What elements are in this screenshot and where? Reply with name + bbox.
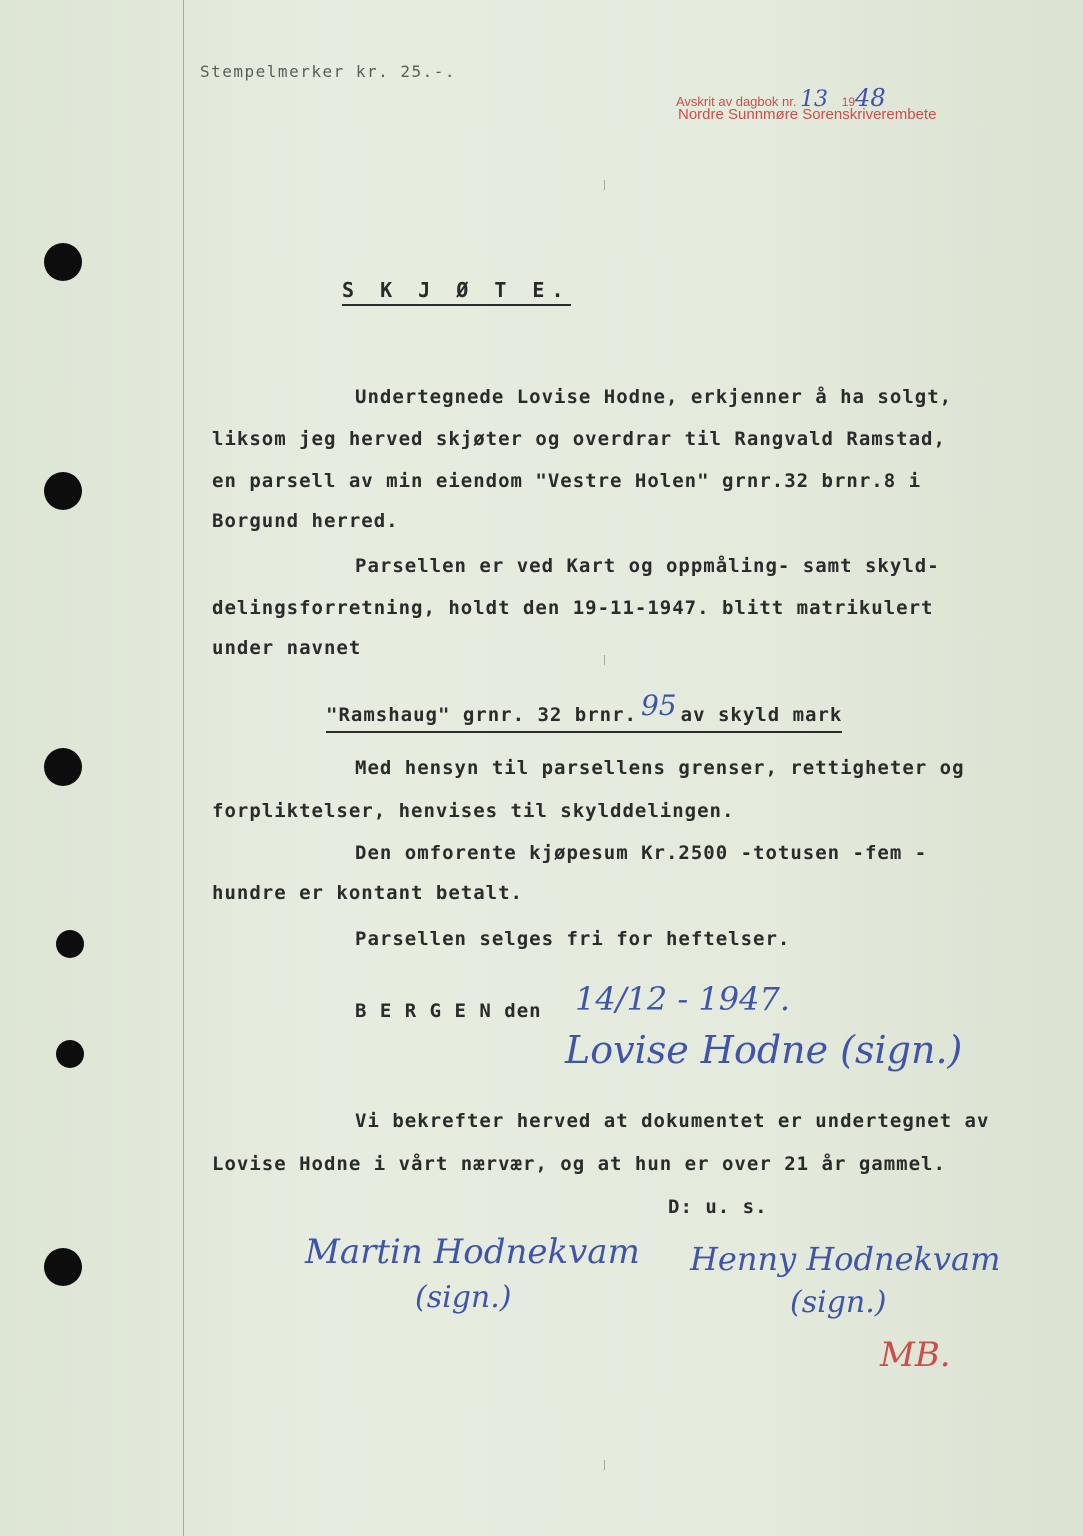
margin-line [183, 0, 184, 1536]
fold-tick [604, 1460, 605, 1470]
record-year-prefix: 19 [841, 95, 856, 109]
place-date-label: B E R G E N den [355, 1000, 542, 1022]
body-line: Parsellen er ved Kart og oppmåling- samt skyld- [355, 555, 940, 577]
property-prefix: "Ramshaug" grnr. 32 brnr. [326, 704, 637, 726]
punch-hole [44, 1248, 82, 1286]
body-line: Med hensyn til parsellens grenser, rettigheter og [355, 757, 965, 779]
office-name: Nordre Sunnmøre Sorenskriverembete [678, 106, 937, 123]
body-line: Borgund herred. [212, 510, 399, 532]
body-line: under navnet [212, 637, 362, 659]
body-line: hundre er kontant betalt. [212, 882, 523, 904]
body-line: Den omforente kjøpesum Kr.2500 -totusen -fem - [355, 842, 928, 864]
witness-sign-note: (sign.) [415, 1280, 512, 1315]
closing-text: D: u. s. [668, 1196, 768, 1218]
record-number: 13 [800, 87, 829, 112]
document-title: S K J Ø T E. [342, 278, 571, 306]
record-line-prefix: Avskrit av dagbok nr. [676, 94, 797, 109]
witness-signature: Martin Hodnekvam [305, 1232, 640, 1272]
handwritten-date: 14/12 - 1947. [575, 980, 790, 1018]
body-line: Undertegnede Lovise Hodne, erkjenner å ha solgt, [355, 386, 953, 408]
punch-hole [56, 930, 84, 958]
body-line: forpliktelser, henvises til skylddelingen. [212, 800, 735, 822]
property-number: 95 [640, 689, 677, 722]
seller-signature: Lovise Hodne (sign.) [565, 1028, 963, 1072]
body-line: Vi bekrefter herved at dokumentet er undertegnet av [355, 1110, 990, 1132]
property-suffix: av skyld mark [680, 704, 843, 726]
punch-hole [44, 243, 82, 281]
body-line: liksom jeg herved skjøter og overdrar til Rangvald Ramstad, [212, 428, 946, 450]
fold-tick [604, 180, 605, 190]
clerk-initials: MB. [880, 1335, 951, 1375]
body-line: delingsforretning, holdt den 19-11-1947. blitt matrikulert [212, 597, 934, 619]
witness-sign-note: (sign.) [790, 1285, 887, 1320]
witness-signature: Henny Hodnekvam [690, 1240, 1001, 1278]
body-line: Lovise Hodne i vårt nærvær, og at hun er over 21 år gammel. [212, 1153, 946, 1175]
punch-hole [56, 1040, 84, 1068]
body-line: en parsell av min eiendom "Vestre Holen" grnr.32 brnr.8 i [212, 470, 922, 492]
record-year-suffix: 48 [855, 84, 886, 112]
punch-hole [44, 748, 82, 786]
fold-tick [604, 655, 605, 665]
body-line: Parsellen selges fri for heftelser. [355, 928, 791, 950]
stamp-duty: Stempelmerker kr. 25.-. [200, 62, 457, 81]
property-line [326, 689, 843, 733]
punch-hole [44, 472, 82, 510]
